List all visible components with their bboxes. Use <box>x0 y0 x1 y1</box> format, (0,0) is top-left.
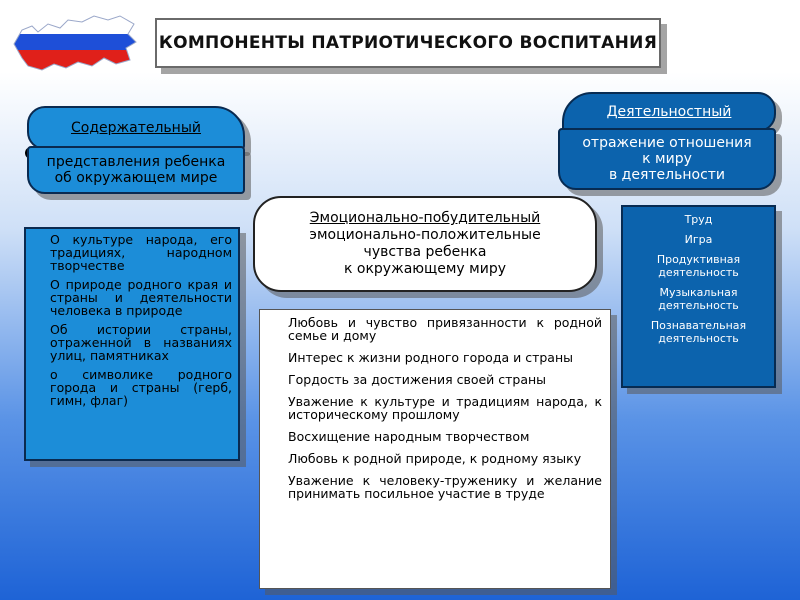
activity-items-list <box>621 205 776 388</box>
list-item-text: Любовь к родной природе, к родному языку <box>288 451 582 466</box>
list-item-text: Продуктивная деятельность <box>656 253 741 279</box>
list-item-text: Уважение к человеку-труженику и желание принимать посильное участие в труде <box>288 473 602 501</box>
square-bullet-icon <box>268 395 288 421</box>
list-item <box>32 323 232 362</box>
activity-caption-line2: к миру <box>642 151 692 167</box>
russia-map-flag-icon <box>8 8 140 80</box>
square-bullet-icon <box>32 278 50 317</box>
square-bullet-icon <box>32 368 50 407</box>
list-item <box>627 286 770 312</box>
content-items-list <box>24 227 240 461</box>
list-item-text: Любовь и чувство привязанности к родной семье и дому <box>288 315 602 343</box>
content-component-label: Содержательный <box>71 120 201 136</box>
list-item-text: Музыкальная деятельность <box>658 286 739 312</box>
list-item <box>268 316 602 342</box>
list-item <box>268 430 602 443</box>
emotional-component-box <box>253 196 597 292</box>
activity-component-label: Деятельностный <box>606 104 732 120</box>
activity-component-caption <box>558 128 776 190</box>
emotional-component-label: Эмоционально-побудительный <box>309 210 541 226</box>
square-bullet-icon <box>268 373 288 386</box>
activity-component-tab <box>562 92 776 132</box>
list-item-text: Гордость за достижения своей страны <box>288 372 547 387</box>
list-item <box>268 474 602 500</box>
list-item-text: Уважение к культуре и традициям народа, к историческому прошлому <box>288 394 602 422</box>
list-item-text: Познавательная деятельность <box>650 319 747 345</box>
list-item-text: Игра <box>684 233 713 246</box>
list-item <box>32 368 232 407</box>
emotional-caption-line3: к окружающему миру <box>343 261 506 277</box>
list-item <box>268 373 602 386</box>
activity-caption-line1: отражение отношения <box>582 135 752 151</box>
square-bullet-icon <box>268 430 288 443</box>
emotional-caption-line2: чувства ребенка <box>363 244 487 260</box>
content-caption-line2: об окружающем мире <box>54 170 218 186</box>
emotional-items-list <box>259 309 611 589</box>
page-title <box>155 18 661 68</box>
square-bullet-icon <box>268 474 288 500</box>
emotional-caption-line1: эмоционально-положительные <box>309 227 541 243</box>
square-bullet-icon <box>32 233 50 272</box>
content-component-caption <box>27 146 245 194</box>
content-component-tab <box>27 106 245 150</box>
list-item-text: Об истории страны, отраженной в названиях улиц, памятниках <box>50 322 232 363</box>
list-item-text: Восхищение народным творчеством <box>288 429 530 444</box>
list-item <box>268 452 602 465</box>
content-caption-line1: представления ребенка <box>46 154 226 170</box>
page-title-text: КОМПОНЕНТЫ ПАТРИОТИЧЕСКОГО ВОСПИТАНИЯ <box>158 33 658 53</box>
activity-caption-line3: в деятельности <box>608 167 726 183</box>
square-bullet-icon <box>268 316 288 342</box>
square-bullet-icon <box>32 323 50 362</box>
list-item-text: О природе родного края и страны и деятельности человека в природе <box>50 277 232 318</box>
list-item <box>268 351 602 364</box>
square-bullet-icon <box>268 452 288 465</box>
list-item <box>627 253 770 279</box>
list-item <box>32 278 232 317</box>
square-bullet-icon <box>268 351 288 364</box>
list-item-text: О культуре народа, его традициях, народном творчестве <box>50 232 232 273</box>
list-item <box>627 213 770 226</box>
list-item <box>268 395 602 421</box>
list-item <box>32 233 232 272</box>
list-item-text: Труд <box>684 213 713 226</box>
list-item <box>627 233 770 246</box>
list-item-text: о символике родного города и страны (герб, гимн, флаг) <box>50 367 232 408</box>
list-item-text: Интерес к жизни родного города и страны <box>288 350 573 365</box>
list-item <box>627 319 770 345</box>
